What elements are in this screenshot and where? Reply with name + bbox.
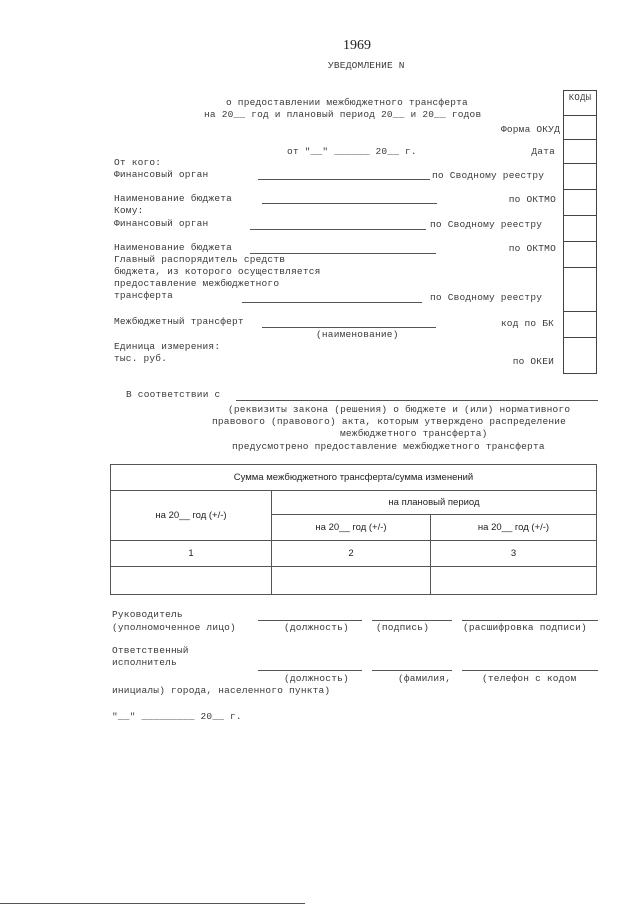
- table-col-plan-1: на 20__ год (+/-): [272, 515, 431, 541]
- table-col-plan-2: на 20__ год (+/-): [431, 515, 597, 541]
- table-value-cell-2[interactable]: [272, 567, 431, 595]
- basis-provided: предусмотрено предоставление межбюджетного трансферта: [232, 441, 545, 452]
- head-position-field[interactable]: [258, 620, 362, 621]
- table-num-2: 2: [272, 541, 431, 567]
- from-fin-org-field[interactable]: [258, 179, 430, 180]
- manager-line-2: бюджета, из которого осуществляется: [114, 266, 321, 277]
- head-signature-field[interactable]: [372, 620, 452, 621]
- from-label: От кого:: [114, 157, 162, 168]
- date-label: Дата: [531, 146, 555, 157]
- table-num-1: 1: [111, 541, 272, 567]
- document-title: УВЕДОМЛЕНИЕ N: [328, 60, 405, 71]
- basis-prefix: В соответствии с: [126, 389, 221, 400]
- code-cell-manager-reg[interactable]: [564, 267, 596, 268]
- from-budget-oktmo: по ОКТМО: [508, 194, 556, 205]
- head-position-hint: (должность): [284, 622, 349, 633]
- manager-reg: по Сводному реестру: [430, 292, 543, 303]
- okud-label: Форма ОКУД: [500, 124, 560, 135]
- table-header-main: Сумма межбюджетного трансферта/сумма изменений: [111, 465, 597, 491]
- head-decode-field[interactable]: [462, 620, 598, 621]
- transfer-field[interactable]: [262, 327, 436, 328]
- resp-position-hint: (должность): [284, 673, 349, 684]
- manager-line-4: трансферта: [114, 290, 174, 301]
- to-budget-label: Наименование бюджета: [114, 242, 233, 253]
- head-signature-hint: (подпись): [376, 622, 430, 633]
- table-value-cell-1[interactable]: [111, 567, 272, 595]
- transfer-label: Межбюджетный трансферт: [114, 316, 244, 327]
- resp-initials-hint: инициалы) города, населенного пункта): [112, 685, 331, 696]
- sum-table: [110, 464, 597, 595]
- to-fin-org-field[interactable]: [250, 229, 426, 230]
- subtitle-line-2: на 20__ год и плановый период 20__ и 20__ годов: [204, 109, 482, 120]
- code-cell-okud[interactable]: [564, 115, 596, 116]
- to-budget-oktmo: по ОКТМО: [508, 243, 556, 254]
- from-budget-field[interactable]: [262, 203, 437, 204]
- transfer-hint: (наименование): [316, 329, 399, 340]
- table-col-year: на 20__ год (+/-): [111, 491, 272, 541]
- head-label-1: Руководитель: [112, 609, 183, 620]
- to-fin-org-reg: по Сводному реестру: [430, 219, 543, 230]
- transfer-bk: код по БК: [500, 318, 554, 329]
- resp-position-field[interactable]: [258, 670, 362, 671]
- code-cell-to-reg[interactable]: [564, 215, 596, 216]
- codes-box: [563, 90, 597, 374]
- from-fin-org-label: Финансовый орган: [114, 169, 209, 180]
- basis-field[interactable]: [236, 400, 598, 401]
- code-cell-from-reg[interactable]: [564, 163, 596, 164]
- resp-surname-field[interactable]: [372, 670, 452, 671]
- code-cell-from-oktmo[interactable]: [564, 189, 596, 190]
- bottom-rule: [0, 903, 305, 904]
- code-cell-okei[interactable]: [564, 337, 596, 338]
- code-cell-to-oktmo[interactable]: [564, 241, 596, 242]
- to-label: Кому:: [114, 205, 144, 216]
- resp-label-1: Ответственный: [112, 645, 189, 656]
- head-label-2: (уполномоченное лицо): [112, 622, 236, 633]
- table-value-cell-3[interactable]: [431, 567, 597, 595]
- from-fin-org-reg: по Сводному реестру: [432, 170, 545, 181]
- form-number: 1969: [343, 38, 371, 53]
- head-decode-hint: (расшифровка подписи): [463, 622, 587, 633]
- date-line: от "__" ______ 20__ г.: [287, 146, 417, 157]
- to-fin-org-label: Финансовый орган: [114, 218, 209, 229]
- code-cell-date[interactable]: [564, 139, 596, 140]
- from-budget-label: Наименование бюджета: [114, 193, 233, 204]
- codes-title: КОДЫ: [568, 93, 592, 103]
- basis-hint-2: правового (правового) акта, которым утверждено распределение: [212, 416, 567, 427]
- resp-surname-hint: (фамилия,: [398, 673, 452, 684]
- manager-field[interactable]: [242, 302, 422, 303]
- code-cell-bk[interactable]: [564, 311, 596, 312]
- basis-hint-1: (реквизиты закона (решения) о бюджете и (или) нормативного: [228, 404, 571, 415]
- unit-label: Единица измерения:: [114, 341, 221, 352]
- resp-phone-field[interactable]: [462, 670, 598, 671]
- unit-value: тыс. руб.: [114, 353, 168, 364]
- table-planned-period: на плановый период: [272, 491, 597, 515]
- resp-label-2: исполнитель: [112, 657, 177, 668]
- basis-hint-3: межбюджетного трансферта): [340, 428, 488, 439]
- resp-phone-hint: (телефон с кодом: [482, 673, 577, 684]
- subtitle-line-1: о предоставлении межбюджетного трансферта: [226, 97, 468, 108]
- unit-okei: по ОКЕИ: [512, 356, 554, 367]
- manager-line-1: Главный распорядитель средств: [114, 254, 286, 265]
- signature-date: "__" _________ 20__ г.: [112, 711, 242, 722]
- table-num-3: 3: [431, 541, 597, 567]
- manager-line-3: предоставление межбюджетного: [114, 278, 280, 289]
